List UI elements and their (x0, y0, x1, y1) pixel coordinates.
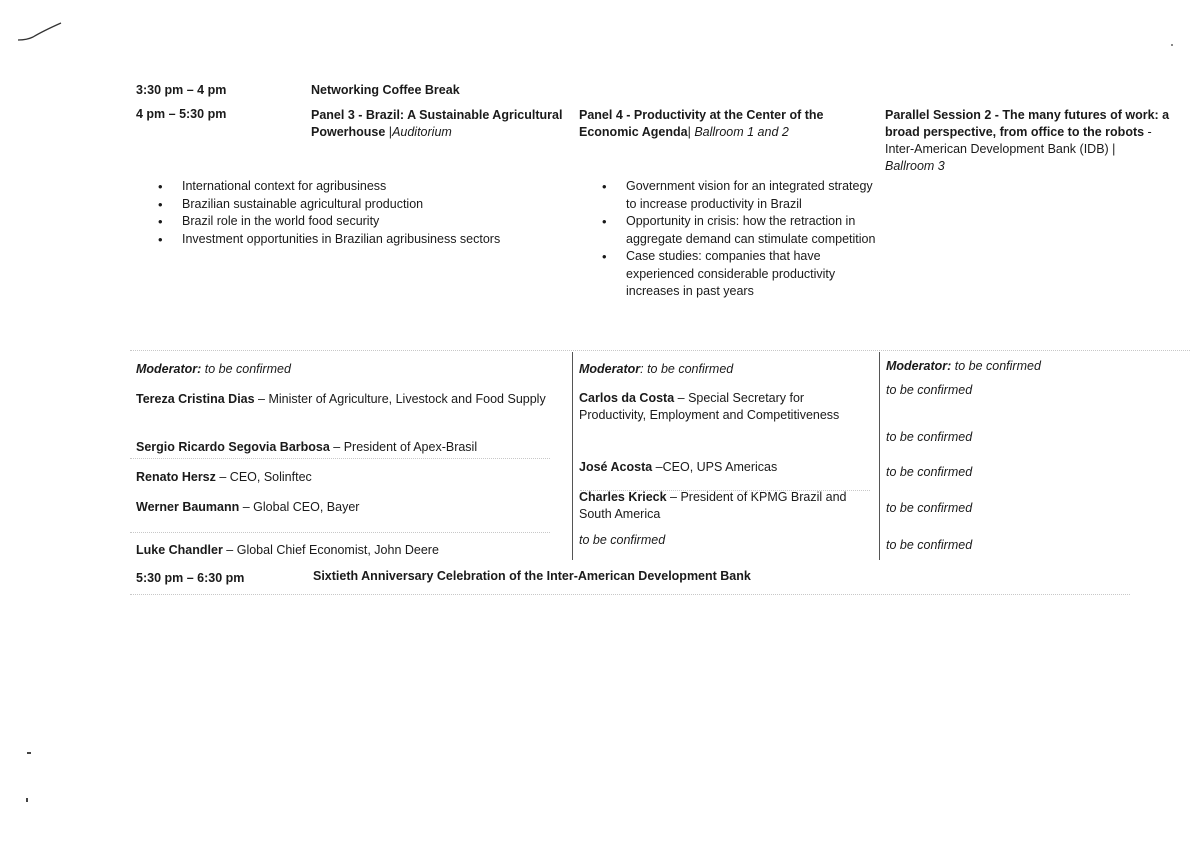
panel-3-speaker (136, 542, 566, 559)
panel-3-speaker (136, 391, 566, 408)
anniversary-title: Sixtieth Anniversary Celebration of the Inter-American Development Bank (313, 569, 751, 583)
panel-3-venue: Auditorium (392, 125, 452, 139)
parallel-session-2-speaker-tbc: to be confirmed (886, 430, 973, 444)
moderator-label: Moderator (579, 362, 641, 376)
table-rule (130, 458, 550, 459)
panel-3-speaker (136, 439, 566, 456)
column-divider (572, 352, 573, 560)
speaker-name: Luke Chandler (136, 543, 223, 557)
coffee-break-title: Networking Coffee Break (311, 83, 460, 97)
moderator-value: : to be confirmed (640, 362, 734, 376)
speaker-role: – Special Secretary for Productivity, Employment and Competitiveness (579, 391, 840, 422)
table-rule (130, 532, 550, 533)
parallel-session-2-speaker-tbc: to be confirmed (886, 465, 973, 479)
speaker-role: – CEO, Solinftec (215, 470, 312, 484)
panel-4-topic: • Opportunity in crisis: how the retraction in aggregate demand can stimulate competition (594, 213, 876, 248)
parallel-session-2-venue: Ballroom 3 (885, 159, 945, 173)
panel-4-separator: | (687, 125, 695, 139)
speaker-role: – President of Apex-Brasil (329, 440, 478, 454)
panel-4-speaker (579, 390, 869, 424)
panel-3-topic: • Brazil role in the world food security (150, 213, 560, 231)
table-rule (130, 350, 1190, 351)
speaker-name: Renato Hersz (136, 470, 216, 484)
panel-3-title (311, 107, 569, 141)
panel-4-topic: • Government vision for an integrated strategy to increase productivity in Brazil (594, 178, 876, 213)
column-divider (879, 352, 880, 560)
panel-4-title-text: Panel 4 - Productivity at the Center of the Economic Agenda (579, 108, 824, 139)
panel-4-moderator (579, 362, 733, 376)
panel-3-speaker (136, 469, 566, 486)
panel-3-topic: • International context for agribusiness (150, 178, 560, 196)
speaker-name: Carlos da Costa (579, 391, 675, 405)
panel-3-topic: • Brazilian sustainable agricultural production (150, 196, 560, 214)
panel-4-topic: • Case studies: companies that have experienced considerable productivity increases in past years (594, 248, 876, 301)
moderator-value: to be confirmed (201, 362, 291, 376)
parallel-session-2-speaker-tbc: to be confirmed (886, 538, 973, 552)
panel-4-topics (594, 178, 876, 301)
parallel-session-2-organizer: - Inter-American Development Bank (IDB) | (885, 125, 1152, 156)
coffee-break-time: 3:30 pm – 4 pm (136, 83, 227, 97)
scan-speck (26, 798, 28, 802)
speaker-role: – Global CEO, Bayer (239, 500, 360, 514)
speaker-name: Charles Krieck (579, 490, 667, 504)
panel-3-separator: | (385, 125, 393, 139)
panel-3-moderator (136, 362, 291, 376)
speaker-name: Sergio Ricardo Segovia Barbosa (136, 440, 330, 454)
parallel-session-2-speaker-tbc: to be confirmed (886, 501, 973, 515)
parallel-session-2-title-text: Parallel Session 2 - The many futures of work: a broad perspective, from office to the robots (885, 108, 1170, 139)
moderator-label: Moderator: (886, 359, 952, 373)
table-rule (130, 594, 1130, 595)
parallel-session-2-speaker-tbc: to be confirmed (886, 383, 973, 397)
scan-speck (1171, 44, 1173, 46)
panel-4-venue: Ballroom 1 and 2 (694, 125, 789, 139)
anniversary-time: 5:30 pm – 6:30 pm (136, 571, 245, 585)
panel-3-speaker (136, 499, 566, 516)
speaker-name: José Acosta (579, 460, 653, 474)
panel-3-title-text: Panel 3 - Brazil: A Sustainable Agricultural Powerhouse (311, 108, 563, 139)
panel-4-speaker-tbc: to be confirmed (579, 533, 666, 547)
panel-4-speaker (579, 489, 869, 523)
parallel-session-2-title (885, 107, 1170, 175)
moderator-label: Moderator: (136, 362, 202, 376)
scan-speck (27, 752, 31, 754)
panel-3-topic: • Investment opportunities in Brazilian agribusiness sectors (150, 231, 560, 249)
speaker-name: Tereza Cristina Dias (136, 392, 255, 406)
pen-stroke-mark (15, 15, 65, 45)
parallel-session-2-moderator (886, 359, 1041, 373)
speaker-role: –CEO, UPS Americas (652, 460, 778, 474)
panel-4-speaker (579, 459, 869, 476)
panels-slot-time: 4 pm – 5:30 pm (136, 107, 227, 121)
speaker-role: – Minister of Agriculture, Livestock and Food Supply (254, 392, 546, 406)
panel-4-title (579, 107, 841, 141)
speaker-role: – President of KPMG Brazil and South America (579, 490, 847, 521)
panel-3-topics (150, 178, 560, 248)
speaker-name: Werner Baumann (136, 500, 240, 514)
speaker-role: – Global Chief Economist, John Deere (222, 543, 439, 557)
moderator-value: to be confirmed (951, 359, 1041, 373)
